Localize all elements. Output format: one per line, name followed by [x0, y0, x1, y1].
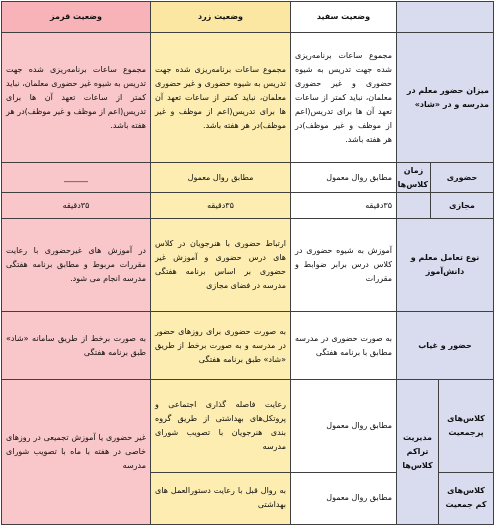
teacher-hours-white: مجموع ساعات برنامه‌ریزی شده جهت تدریس به شیوه حضوری و غیر حضوری معلمان، نباید کمتر از ساعات تعهد آن ها برای تدریس(اعم از موظف و غیر موظف)در هر هفته باشد.: [291, 33, 397, 163]
virtual-time-white: ۳۵دقیقه: [291, 193, 397, 219]
row-label-virtual: مجازی: [431, 193, 494, 218]
crowding-red: غیر حضوری یا آموزش تجمیعی در روزهای خاصی در هفته با ماه با تصویب شورای مدرسه: [2, 380, 151, 525]
class-time-subtable: [397, 163, 493, 192]
crowding-group: [397, 380, 494, 525]
virtual-subtable: [397, 193, 493, 218]
attendance-white: به صورت حضوری در مدرسه مطابق با برنامه هفتگی: [291, 312, 397, 380]
row-label-class-time: زمان کلاس‌ها: [397, 163, 431, 192]
sparse-white: مطابق روال معمول: [291, 472, 397, 524]
virtual-time-yellow: ۳۵دقیقه: [151, 193, 291, 219]
row-label-attendance: حضور و غیاب: [397, 312, 494, 380]
header-red-status: وضعیت قرمز: [2, 2, 151, 33]
crowding-subtable: [397, 380, 493, 524]
header-yellow-status: وضعیت زرد: [151, 2, 291, 33]
header-white-status: وضعیت سفید: [291, 2, 397, 33]
interaction-red: در آموزش های غیرحضوری با رعایت مقررات مربوط و مطابق برنامه هفتگی مدرسه انجام می شود.: [2, 219, 151, 312]
inperson-time-red: ______: [2, 163, 151, 193]
inperson-time-yellow: مطابق روال معمول: [151, 163, 291, 193]
attendance-yellow: به صورت حضوری برای روزهای حضور در مدرسه و به صورت برخط از طریق «شاد» طبق برنامه هفتگی: [151, 312, 291, 380]
row-label-crowded: کلاس‌های پرجمعیت: [439, 380, 494, 472]
row-label-sparse: کلاس‌های کم جمعیت: [439, 472, 494, 524]
row-label-interaction: نوع تعامل معلم و دانش‌آموز: [397, 219, 494, 312]
row-label-inperson: حضوری: [431, 163, 494, 192]
crowded-yellow: رعایت فاصله گذاری اجتماعی و پروتکل‌های بهداشتی از طریق گروه بندی هنرجویان با تصویب شورای مدرسه: [151, 380, 291, 473]
comparison-table: [1, 1, 494, 525]
class-time-spacer: [397, 193, 431, 218]
teacher-hours-red: مجموع ساعات برنامه‌ریزی شده جهت تدریس به شیوه غیر حضوری معلمان، نباید کمتر از ساعات تعهد آن ها برای تدریس(اعم از موظف و غیر موظف)در هر هفته باشد.: [2, 33, 151, 163]
interaction-yellow: ارتباط حضوری با هنرجویان در کلاس های درس حضوری و آموزش غیر حضوری بر اساس برنامه هفتگی مدرسه در فضای مجازی: [151, 219, 291, 312]
inperson-time-white: مطابق روال معمول: [291, 163, 397, 193]
row-label-teacher-hours: میزان حضور معلم در مدرسه و در «شاد»: [397, 33, 494, 163]
interaction-white: آموزش به شیوه حضوری در کلاس درس برابر ضوابط و مقررات: [291, 219, 397, 312]
class-time-group: [397, 163, 494, 193]
sparse-yellow: به روال قبل با رعایت دستورالعمل های بهداشتی: [151, 472, 291, 524]
teacher-hours-yellow: مجموع ساعات برنامه‌ریزی شده جهت تدریس به شیوه حضوری و غیر حضوری معلمان، نباید کمتر از ساعات تعهد آن ها برای تدریس(اعم از موظف و غیر موظف)در هر هفته باشد.: [151, 33, 291, 163]
row-label-crowding: مدیریت تراکم کلاس‌ها: [397, 380, 439, 524]
attendance-red: به صورت برخط از طریق سامانه «شاد» طبق برنامه هفتگی: [2, 312, 151, 380]
virtual-label-cell: [397, 193, 494, 219]
header-corner-cell: [397, 2, 494, 33]
virtual-time-red: ۳۵دقیقه: [2, 193, 151, 219]
crowded-white: مطابق روال معمول: [291, 380, 397, 473]
